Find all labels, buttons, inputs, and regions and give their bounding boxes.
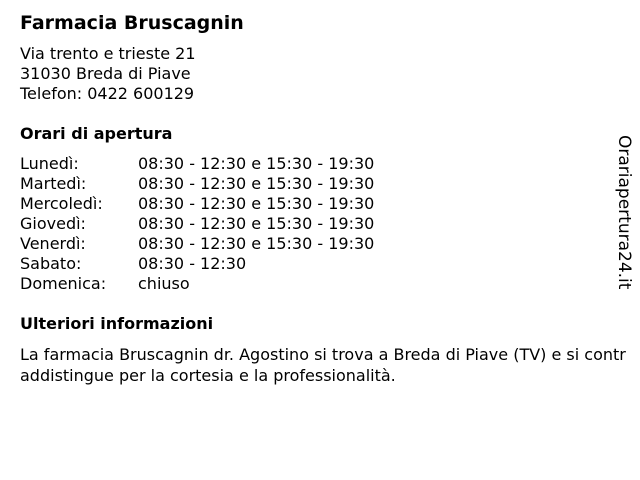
day-label: Martedì:: [20, 174, 87, 193]
day-label: Giovedì:: [20, 214, 86, 233]
day-label: Lunedì:: [20, 154, 79, 173]
time-value: 08:30 - 12:30 e 15:30 - 19:30: [138, 194, 375, 213]
pharmacy-name: Farmacia Bruscagnin: [20, 12, 244, 34]
day-label: Venerdì:: [20, 234, 86, 253]
hours-row-thursday: [20, 214, 374, 234]
city-address: 31030 Breda di Piave: [20, 64, 191, 83]
time-value: 08:30 - 12:30: [138, 254, 247, 273]
hours-row-saturday: [20, 254, 374, 274]
day-label: Domenica:: [20, 274, 107, 293]
additional-info-heading: Ulteriori informazioni: [20, 314, 214, 333]
address-block: [20, 44, 196, 104]
opening-hours-heading: Orari di apertura: [20, 124, 173, 143]
hours-row-sunday: [20, 274, 374, 294]
street-address: Via trento e trieste 21: [20, 44, 196, 63]
day-label: Sabato:: [20, 254, 82, 273]
hours-row-tuesday: [20, 174, 374, 194]
time-value: chiuso: [138, 274, 190, 293]
pharmacy-description: La farmacia Bruscagnin dr. Agostino si trova a Breda di Piave (TV) e si contraddistingue per la cortesia e la professionalità.: [20, 345, 626, 385]
time-value: 08:30 - 12:30 e 15:30 - 19:30: [138, 154, 375, 173]
opening-hours-table: [20, 154, 374, 294]
site-watermark: Orariapertura24.it: [614, 135, 634, 290]
phone-number: Telefon: 0422 600129: [20, 84, 195, 103]
hours-row-friday: [20, 234, 374, 254]
hours-row-monday: [20, 154, 374, 174]
time-value: 08:30 - 12:30 e 15:30 - 19:30: [138, 174, 375, 193]
hours-row-wednesday: [20, 194, 374, 214]
time-value: 08:30 - 12:30 e 15:30 - 19:30: [138, 214, 375, 233]
time-value: 08:30 - 12:30 e 15:30 - 19:30: [138, 234, 375, 253]
day-label: Mercoledì:: [20, 194, 103, 213]
